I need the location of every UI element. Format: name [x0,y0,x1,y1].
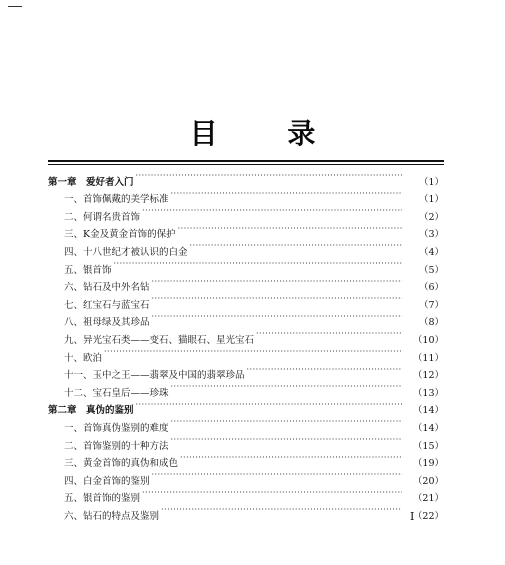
toc-entry-title: 六、钻石及中外名钻 [64,282,150,294]
toc-entry-title: 一、首饰真伪鉴别的难度 [64,422,169,434]
toc-entry-title: 第二章 真伪的鉴别 [48,405,134,417]
toc-entry-title: 第一章 爱好者入门 [48,176,134,188]
toc-entry-page: （3） [418,229,444,241]
toc-entry-title: 五、银首饰的鉴别 [64,493,141,505]
toc-entry-page: （21） [412,493,444,505]
toc-chapter-entry[interactable] [48,167,444,188]
toc-entry-page: （11） [412,352,444,364]
toc-entry-title: 三、K金及黄金首饰的保护 [64,229,176,241]
toc-section-entry[interactable] [48,361,444,382]
toc-entry-title: 二、何谓名贵首饰 [64,211,141,223]
toc-entry-title: 三、黄金首饰的真伪和成色 [64,458,179,470]
toc-entry-title: 七、红宝石与蓝宝石 [64,299,150,311]
toc-dot-leader [171,431,402,449]
toc-list [48,167,444,522]
toc-dot-leader [190,237,402,255]
toc-section-entry[interactable] [48,343,444,364]
toc-dot-leader [142,202,402,220]
title-rule-thick [48,160,444,162]
toc-entry-title: 八、祖母绿及其珍品 [64,317,150,329]
toc-entry-title: 二、首饰鉴别的十种方法 [64,440,169,452]
toc-entry-title: 六、钻石的特点及鉴别 [64,510,160,522]
toc-entry-title: 十、欧泊 [64,352,103,364]
toc-dot-leader [136,396,402,414]
toc-dot-leader [114,255,402,273]
toc-entry-title: 十一、玉中之王——翡翠及中国的翡翠珍品 [64,370,245,382]
toc-dot-leader [256,325,402,343]
toc-dot-leader [136,167,402,185]
page-title: 目 录 [189,117,346,150]
toc-entry-title: 四、白金首饰的鉴别 [64,475,150,487]
toc-entry-page: （5） [418,264,444,276]
toc-dot-leader [104,343,402,361]
toc-entry-page: （22） [412,510,444,522]
toc-entry-page: （8） [418,317,444,329]
toc-dot-leader [152,273,402,291]
toc-entry-page: （2） [418,211,444,223]
toc-entry-page: （7） [418,299,444,311]
toc-entry-page: （10） [412,334,444,346]
toc-entry-page: （14） [412,422,444,434]
toc-dot-leader [247,361,402,379]
toc-entry-page: （12） [412,370,444,382]
toc-dot-leader [142,484,402,502]
toc-dot-leader [152,290,402,308]
toc-entry-title: 一、首饰佩戴的美学标准 [64,194,169,206]
toc-entry-page: （19） [412,458,444,470]
toc-entry-page: （13） [412,387,444,399]
page-number: I [410,510,415,523]
toc-entry-page: （1） [418,176,444,188]
toc-entry-title: 五、银首饰 [64,264,112,276]
toc-dot-leader [171,185,402,203]
toc-dot-leader [171,378,402,396]
toc-dot-leader [178,220,402,238]
toc-entry-page: （20） [412,475,444,487]
title-rule-thin [48,164,444,165]
toc-dot-leader [152,466,402,484]
toc-dot-leader [171,413,402,431]
toc-entry-page: （1） [418,194,444,206]
toc-entry-page: （14） [412,405,444,417]
toc-dot-leader [180,449,402,467]
toc-entry-title: 十二、宝石皇后——珍珠 [64,387,169,399]
toc-entry-page: （6） [418,282,444,294]
toc-entry-page: （15） [412,440,444,452]
toc-entry-page: （4） [418,246,444,258]
toc-dot-leader [161,501,402,519]
toc-dot-leader [152,308,402,326]
corner-mark [8,6,22,7]
toc-entry-title: 九、异光宝石类——变石、猫眼石、星光宝石 [64,334,255,346]
toc-entry-title: 四、十八世纪才被认识的白金 [64,246,188,258]
